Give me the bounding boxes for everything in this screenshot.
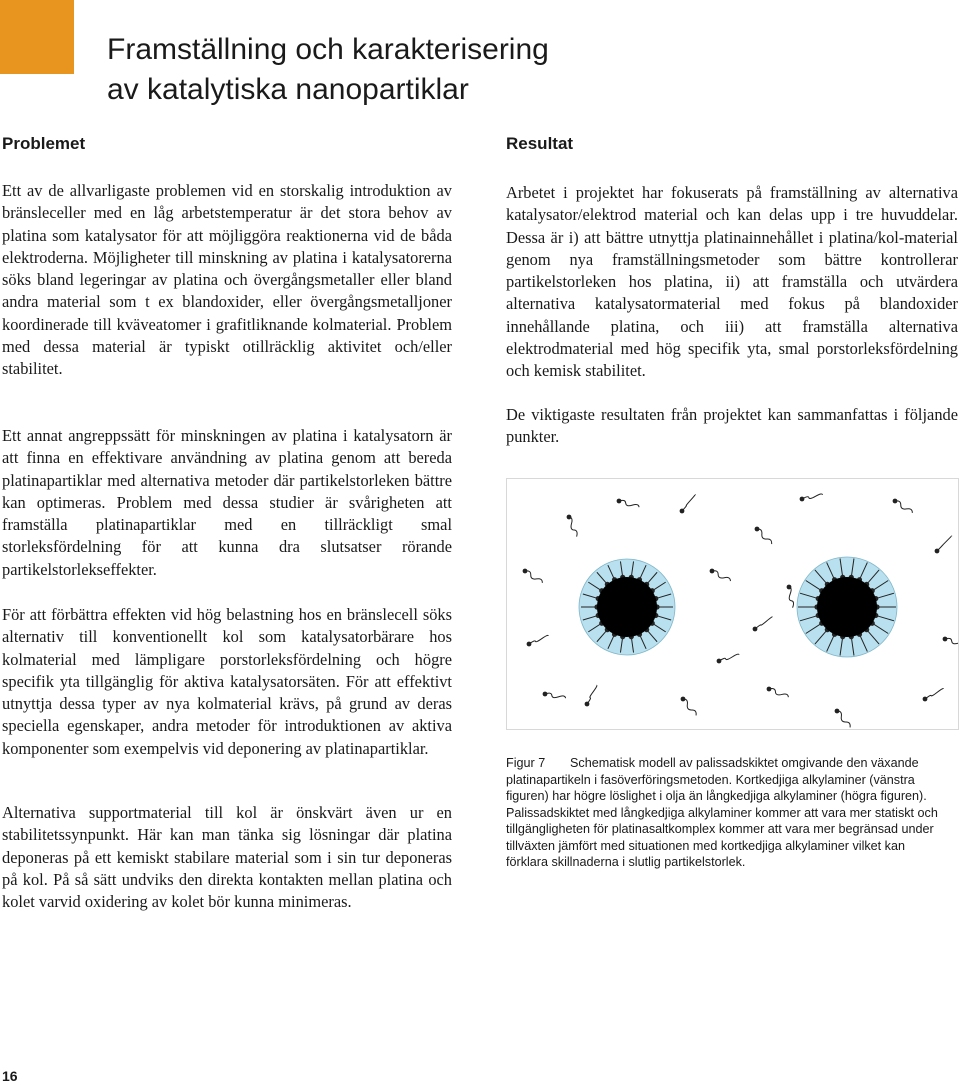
free-alkylamine-chain bbox=[682, 495, 695, 511]
section-heading-problemet: Problemet bbox=[2, 134, 86, 153]
left-paragraph-3: För att förbättra effekten vid hög belastning hos en bränslecell söks alternativ till konventionellt kol som katalysatorbärare hos kolmaterial med lämpligare porstorleksfördelning och högre specifik yta tillgänglig för aktiva katalysatorsäten. För att effektivt utnyttja dessa typer av nya kolmaterial krävs, på grund av deras speciella egenskaper, andra metoder för introduktionen av aktiva komponenter som exempelvis vid deponering av platinapartiklar. bbox=[2, 605, 452, 758]
free-alkylamine-head bbox=[523, 569, 528, 574]
free-alkylamine-chain bbox=[755, 617, 772, 629]
free-alkylamine-chain bbox=[802, 494, 823, 499]
free-alkylamine-chain bbox=[619, 500, 639, 507]
free-alkylamine-chain bbox=[895, 501, 912, 513]
free-alkylamine-head bbox=[527, 642, 532, 647]
figure-palisade-model bbox=[506, 478, 959, 730]
right-platinum-particle bbox=[817, 577, 877, 637]
free-alkylamine-head bbox=[923, 697, 928, 702]
free-alkylamine-head bbox=[787, 585, 792, 590]
palisade-illustration bbox=[507, 479, 958, 729]
page-number: 16 bbox=[2, 1068, 18, 1084]
free-alkylamine-chain bbox=[712, 571, 730, 581]
free-alkylamine-head bbox=[800, 497, 805, 502]
free-alkylamine-chain bbox=[569, 517, 577, 537]
free-alkylamine-head bbox=[585, 702, 590, 707]
left-paragraph-2: Ett annat angreppssätt för minskningen av platina i katalysatorn är att finna en effektivare användning av platina genom att bereda platinapartiklar med alternativa metoder där partikelstorleken bättre kan optimeras. Problem med dessa studier är svårigheten att framställa platinapartiklar med en tillräckligt smal storleksfördelning för att kunna dra slutsatser rörande partikelstorlekseffekter. bbox=[2, 426, 452, 579]
free-alkylamine-chain bbox=[925, 689, 943, 699]
free-alkylamine-chain bbox=[837, 711, 850, 727]
free-alkylamine-chain bbox=[683, 699, 696, 715]
free-alkylamine-head bbox=[767, 687, 772, 692]
left-paragraph-4: Alternativa supportmaterial till kol är önskvärt även ur en stabilitetssynpunkt. Här kan man tänka sig lösningar där platina deponeras på ett kemiskt stabilare material som i sin tur deponeras på kol. På så sätt undviks den direkta kontakten mellan platina och kolet varvid oxidering av kolet bör kunna minimeras. bbox=[2, 803, 452, 912]
free-alkylamine-head bbox=[835, 709, 840, 714]
free-alkylamine-head bbox=[567, 515, 572, 520]
free-alkylamine-chain bbox=[545, 693, 566, 698]
free-alkylamine-head bbox=[617, 499, 622, 504]
free-alkylamine-chain bbox=[529, 635, 548, 644]
figure-label: Figur 7 bbox=[506, 756, 546, 770]
figure-caption-text: Schematisk modell av palissadskiktet omgivande den växande platinapartikeln i fasöverföringsmetoden. Kortkedjiga alkylaminer (vänstra figuren) har högre löslighet i olja än långkedjiga alkylaminer (högra figuren). Palissadskiktet med långkedjiga alkylaminer kommer att vara mer statiskt och tillgängligheten för platinasaltkomplex kommer att vara mer begränsad under tillväxten jämfört med situationen med kortkedjiga alkylaminer vilket kan förklara skillnaderna i slutlig partikelstorlek. bbox=[506, 756, 938, 869]
left-paragraph-1: Ett av de allvarligaste problemen vid en storskalig introduktion av bränsleceller med en låg arbetstemperatur är det stora behov av platina som katalysator för att möjliggöra reaktionerna vid de båda elektroderna. Möjligheter till minskning av platina i katalysatorerna söks bland legeringar av platina och övergångsmetaller eller bland andra material som t ex blandoxider, eller övergångsmetalljoner koordinerade till kväveatomer i grafitliknande kolmaterial. Problem med dessa material är typiskt otillräcklig aktivitet och/eller stabilitet. bbox=[2, 181, 452, 379]
free-alkylamine-chain bbox=[769, 689, 788, 698]
free-alkylamine-head bbox=[893, 499, 898, 504]
free-alkylamine-head bbox=[943, 637, 948, 642]
free-alkylamine-chain bbox=[719, 654, 739, 661]
free-alkylamine-head bbox=[755, 527, 760, 532]
free-alkylamine-head bbox=[935, 549, 940, 554]
title-line-2: av katalytiska nanopartiklar bbox=[107, 73, 469, 106]
right-paragraph-2: De viktigaste resultaten från projektet kan sammanfattas i följande punkter. bbox=[506, 405, 958, 447]
free-alkylamine-chain bbox=[525, 571, 542, 583]
right-paragraph-1: Arbetet i projektet har fokuserats på framställning av alternativa katalysator/elektrod material och kan delas upp i tre huvuddelar. Dessa är i) att bättre utnyttja platinainnehållet i platina/kol-material genom nya framställningsmetoder som bättre kontrollerar partikelstorleken hos platina, ii) att framställa och utvärdera alternativa katalysatormaterial med fokus på blandoxider innehållande platina, och iii) att framställa alternativa elektrodmaterial med hög specifik yta, smal porstorleksfördelning och kemisk stabilitet. bbox=[506, 183, 958, 381]
section-heading-resultat: Resultat bbox=[506, 134, 574, 153]
title-line-1: Framställning och karakterisering bbox=[107, 33, 549, 66]
figure-caption bbox=[506, 755, 946, 871]
page-title bbox=[107, 30, 549, 110]
free-alkylamine-chain bbox=[587, 685, 597, 704]
orange-accent-block bbox=[0, 0, 74, 74]
left-platinum-particle bbox=[597, 577, 657, 637]
free-alkylamine-chain bbox=[789, 587, 794, 608]
free-alkylamine-head bbox=[543, 692, 548, 697]
free-alkylamine-head bbox=[710, 569, 715, 574]
free-alkylamine-head bbox=[717, 659, 722, 664]
free-alkylamine-chain bbox=[757, 529, 772, 544]
free-alkylamine-head bbox=[753, 627, 758, 632]
free-alkylamine-head bbox=[681, 697, 686, 702]
free-alkylamine-chain bbox=[937, 536, 952, 551]
free-alkylamine-head bbox=[680, 509, 685, 514]
